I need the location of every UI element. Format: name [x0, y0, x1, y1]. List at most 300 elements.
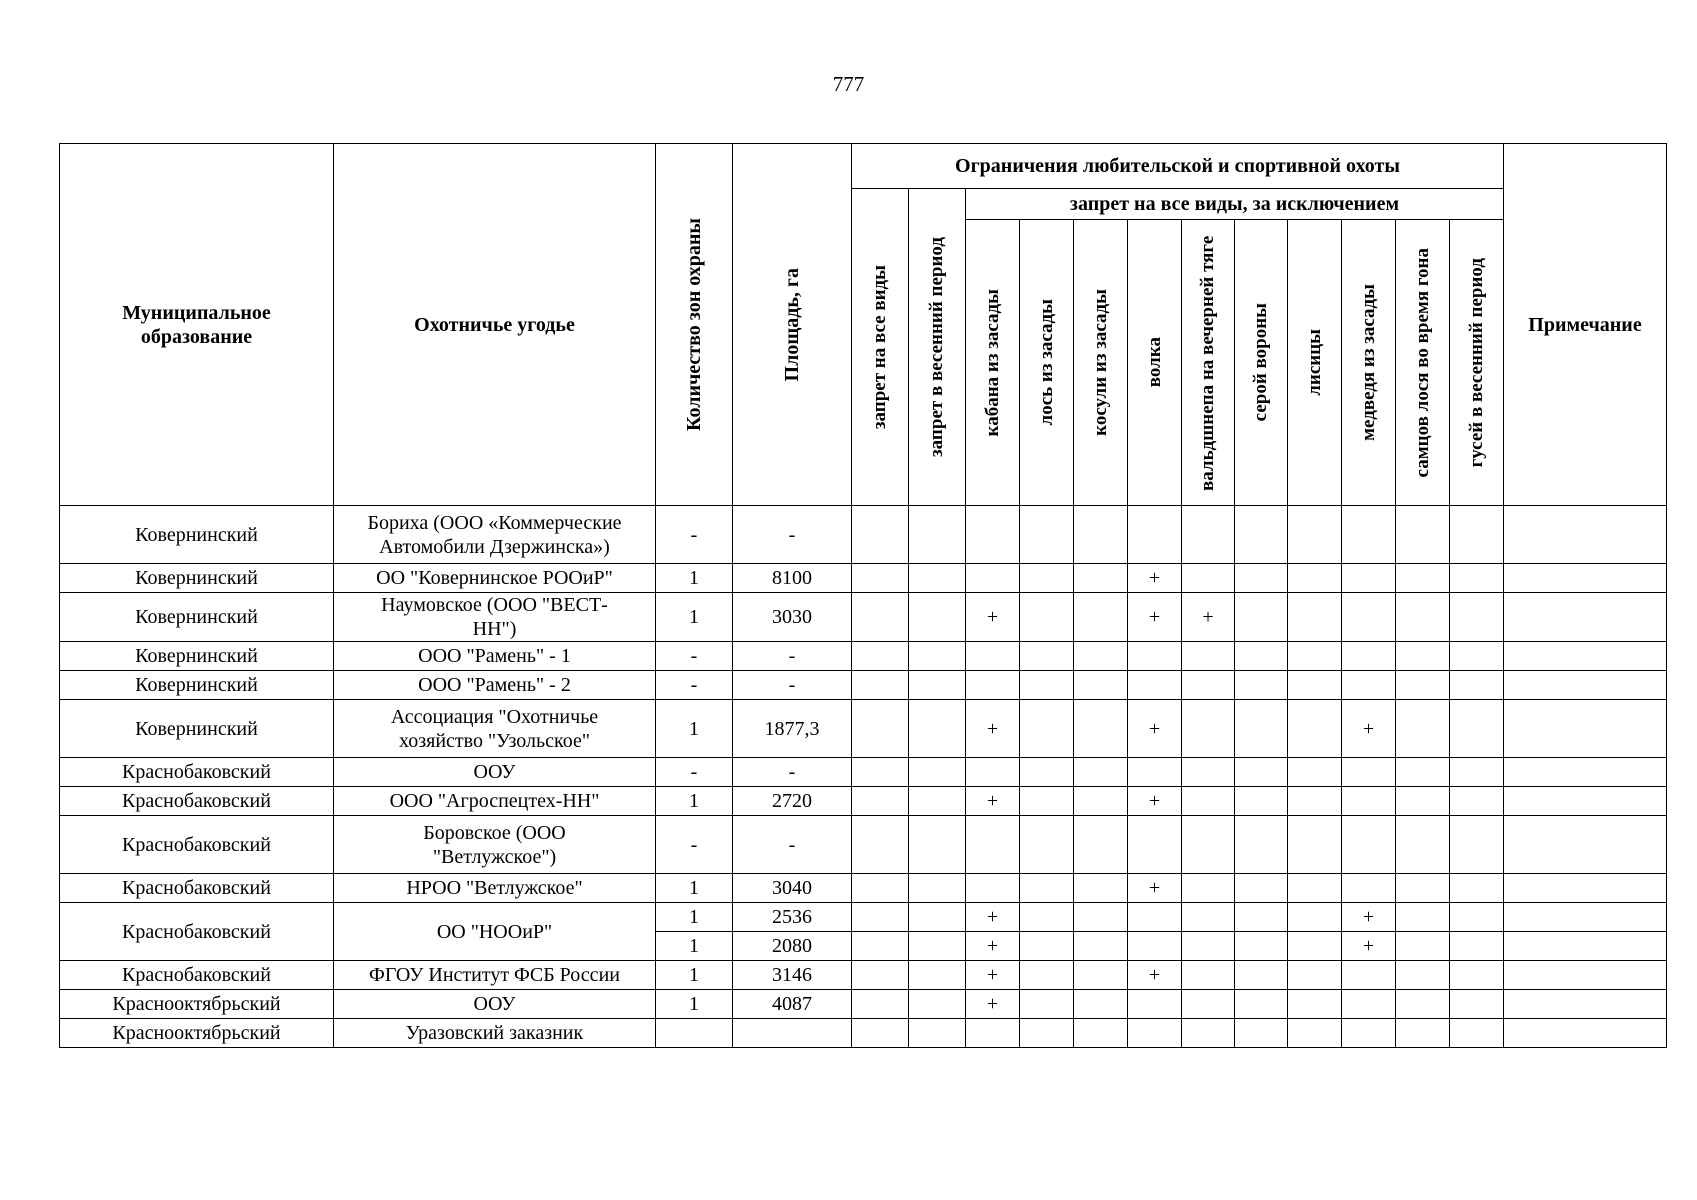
hunting-ground-cell: ООУ — [334, 758, 656, 787]
area-cell: 4087 — [733, 990, 852, 1019]
area-cell: - — [733, 671, 852, 700]
mark-cell — [1235, 787, 1288, 816]
exception-label: волка — [1143, 337, 1165, 388]
mark-cell — [852, 787, 909, 816]
mark-cell — [1396, 564, 1450, 593]
table-body — [60, 506, 1667, 1048]
table-row — [60, 903, 1667, 932]
mark-cell — [1235, 903, 1288, 932]
mark-cell — [1450, 671, 1504, 700]
mark-cell — [852, 961, 909, 990]
table-row — [60, 874, 1667, 903]
table-row — [60, 642, 1667, 671]
mark-cell — [1450, 593, 1504, 642]
mark-cell — [1020, 816, 1074, 874]
area-cell: - — [733, 506, 852, 564]
header-area-text: Площадь, га — [781, 267, 803, 382]
hunting-restrictions-table — [59, 143, 1667, 1048]
mark-cell — [1396, 961, 1450, 990]
mark-cell — [1074, 787, 1128, 816]
mark-cell — [852, 506, 909, 564]
mark-cell — [1396, 642, 1450, 671]
note-cell — [1504, 932, 1667, 961]
mark-cell — [852, 671, 909, 700]
mark-cell — [1288, 903, 1342, 932]
hunting-ground-cell: ООУ — [334, 990, 656, 1019]
mark-cell — [1235, 642, 1288, 671]
exception-label: гусей в весенний период — [1465, 257, 1487, 468]
mark-cell — [909, 642, 966, 671]
header-municipality: Муниципальное образование — [60, 144, 334, 506]
mark-cell: + — [1128, 700, 1182, 758]
mark-cell — [1288, 593, 1342, 642]
mark-cell: + — [966, 700, 1020, 758]
mark-cell — [1182, 932, 1235, 961]
mark-cell — [1396, 990, 1450, 1019]
note-cell — [1504, 903, 1667, 932]
mark-cell — [909, 593, 966, 642]
note-cell — [1504, 874, 1667, 903]
header-exception-elk — [1020, 220, 1074, 506]
mark-cell — [1235, 564, 1288, 593]
mark-cell — [1288, 671, 1342, 700]
mark-cell — [1128, 903, 1182, 932]
header-ban-all — [852, 189, 909, 506]
mark-cell — [909, 874, 966, 903]
area-cell: 1877,3 — [733, 700, 852, 758]
mark-cell — [1288, 506, 1342, 564]
header-zones-count-text: Количество зон охраны — [683, 218, 705, 431]
mark-cell: + — [1342, 700, 1396, 758]
zones-cell: 1 — [656, 961, 733, 990]
mark-cell — [1020, 990, 1074, 1019]
mark-cell — [1342, 990, 1396, 1019]
mark-cell — [1235, 593, 1288, 642]
mark-cell — [1288, 758, 1342, 787]
hunting-ground-cell: ООО "Агроспецтех-НН" — [334, 787, 656, 816]
mark-cell — [909, 671, 966, 700]
area-cell: - — [733, 642, 852, 671]
mark-cell — [1074, 961, 1128, 990]
header-hunting-ground: Охотничье угодье — [334, 144, 656, 506]
municipality-cell: Краснобаковский — [60, 903, 334, 961]
mark-cell — [852, 642, 909, 671]
zones-cell: - — [656, 758, 733, 787]
hunting-ground-cell: ООО "Рамень" - 1 — [334, 642, 656, 671]
mark-cell — [1342, 671, 1396, 700]
mark-cell — [1235, 874, 1288, 903]
mark-cell — [1396, 1019, 1450, 1048]
mark-cell — [1450, 990, 1504, 1019]
note-cell — [1504, 642, 1667, 671]
area-cell: 2080 — [733, 932, 852, 961]
mark-cell — [1020, 564, 1074, 593]
zones-cell: - — [656, 506, 733, 564]
note-cell — [1504, 816, 1667, 874]
note-cell — [1504, 990, 1667, 1019]
mark-cell — [1128, 990, 1182, 1019]
table-row — [60, 564, 1667, 593]
zones-cell: 1 — [656, 932, 733, 961]
municipality-cell: Краснобаковский — [60, 874, 334, 903]
mark-cell — [1288, 700, 1342, 758]
header-zones-count — [656, 144, 733, 506]
mark-cell — [1074, 642, 1128, 671]
note-cell — [1504, 564, 1667, 593]
zones-cell: 1 — [656, 874, 733, 903]
mark-cell — [1450, 874, 1504, 903]
mark-cell — [1396, 758, 1450, 787]
mark-cell — [1288, 816, 1342, 874]
area-cell: 3040 — [733, 874, 852, 903]
mark-cell — [909, 700, 966, 758]
mark-cell — [852, 593, 909, 642]
mark-cell — [1342, 564, 1396, 593]
mark-cell — [1450, 1019, 1504, 1048]
note-cell — [1504, 671, 1667, 700]
mark-cell — [1235, 816, 1288, 874]
mark-cell — [1020, 506, 1074, 564]
mark-cell — [909, 816, 966, 874]
header-exception-bear — [1342, 220, 1396, 506]
mark-cell — [1128, 816, 1182, 874]
mark-cell — [1396, 816, 1450, 874]
mark-cell — [966, 506, 1020, 564]
mark-cell — [1450, 642, 1504, 671]
exception-label: лось из засады — [1035, 299, 1057, 426]
mark-cell — [852, 700, 909, 758]
mark-cell — [1342, 642, 1396, 671]
table-row — [60, 758, 1667, 787]
mark-cell — [852, 758, 909, 787]
mark-cell: + — [1128, 593, 1182, 642]
mark-cell — [852, 932, 909, 961]
mark-cell — [1450, 700, 1504, 758]
mark-cell — [1128, 758, 1182, 787]
zones-cell: 1 — [656, 903, 733, 932]
table-row — [60, 671, 1667, 700]
mark-cell: + — [966, 903, 1020, 932]
mark-cell — [1128, 642, 1182, 671]
area-cell: - — [733, 758, 852, 787]
mark-cell — [1235, 758, 1288, 787]
mark-cell — [1288, 932, 1342, 961]
hunting-ground-cell: Боровское (ООО "Ветлужское") — [334, 816, 656, 874]
mark-cell: + — [1128, 564, 1182, 593]
mark-cell — [1182, 564, 1235, 593]
mark-cell — [1128, 1019, 1182, 1048]
mark-cell — [1020, 593, 1074, 642]
header-ban-spring — [909, 189, 966, 506]
table-row — [60, 816, 1667, 874]
mark-cell — [1450, 787, 1504, 816]
mark-cell: + — [1342, 932, 1396, 961]
mark-cell — [1182, 506, 1235, 564]
mark-cell — [1450, 758, 1504, 787]
mark-cell — [1074, 671, 1128, 700]
mark-cell — [1235, 700, 1288, 758]
exception-label: кабана из засады — [981, 288, 1003, 437]
area-cell: 3030 — [733, 593, 852, 642]
mark-cell — [1288, 1019, 1342, 1048]
mark-cell — [1020, 758, 1074, 787]
table-row — [60, 1019, 1667, 1048]
mark-cell — [1396, 932, 1450, 961]
municipality-cell: Ковернинский — [60, 671, 334, 700]
note-cell — [1504, 593, 1667, 642]
page-number: 777 — [832, 72, 865, 96]
hunting-ground-cell: Ассоциация "Охотничье хозяйство "Узольское" — [334, 700, 656, 758]
mark-cell — [1288, 961, 1342, 990]
hunting-ground-cell: Уразовский заказник — [334, 1019, 656, 1048]
area-cell: 3146 — [733, 961, 852, 990]
hunting-ground-cell: ООО "Рамень" - 2 — [334, 671, 656, 700]
mark-cell — [1020, 1019, 1074, 1048]
mark-cell — [1450, 903, 1504, 932]
area-cell: 2720 — [733, 787, 852, 816]
mark-cell — [909, 564, 966, 593]
mark-cell — [1128, 671, 1182, 700]
mark-cell — [1342, 787, 1396, 816]
mark-cell — [1342, 593, 1396, 642]
header-exception-elk-rut — [1396, 220, 1450, 506]
mark-cell — [1288, 990, 1342, 1019]
header-area — [733, 144, 852, 506]
zones-cell: 1 — [656, 593, 733, 642]
municipality-cell: Ковернинский — [60, 564, 334, 593]
mark-cell — [1074, 758, 1128, 787]
municipality-cell: Ковернинский — [60, 593, 334, 642]
mark-cell — [966, 642, 1020, 671]
mark-cell — [1396, 874, 1450, 903]
area-cell: 2536 — [733, 903, 852, 932]
municipality-cell: Краснобаковский — [60, 758, 334, 787]
mark-cell — [1074, 1019, 1128, 1048]
mark-cell — [966, 874, 1020, 903]
mark-cell — [1020, 932, 1074, 961]
mark-cell — [966, 671, 1020, 700]
mark-cell — [852, 816, 909, 874]
mark-cell — [1396, 787, 1450, 816]
table-row — [60, 990, 1667, 1019]
mark-cell: + — [1182, 593, 1235, 642]
mark-cell — [1182, 1019, 1235, 1048]
mark-cell — [1074, 700, 1128, 758]
mark-cell — [1182, 758, 1235, 787]
mark-cell — [1128, 506, 1182, 564]
table-row — [60, 961, 1667, 990]
mark-cell: + — [1128, 961, 1182, 990]
mark-cell — [1020, 700, 1074, 758]
table-row — [60, 700, 1667, 758]
note-cell — [1504, 758, 1667, 787]
header-ban-all-text: запрет на все виды — [869, 264, 890, 430]
mark-cell — [1128, 932, 1182, 961]
mark-cell — [966, 564, 1020, 593]
header-exception-roe — [1074, 220, 1128, 506]
mark-cell — [1074, 564, 1128, 593]
zones-cell — [656, 1019, 733, 1048]
mark-cell — [1288, 874, 1342, 903]
mark-cell — [1342, 816, 1396, 874]
hunting-ground-cell: Наумовское (ООО "ВЕСТ-НН") — [334, 593, 656, 642]
mark-cell — [1235, 1019, 1288, 1048]
mark-cell — [1074, 816, 1128, 874]
mark-cell — [1288, 787, 1342, 816]
mark-cell — [1342, 758, 1396, 787]
area-cell — [733, 1019, 852, 1048]
zones-cell: 1 — [656, 700, 733, 758]
mark-cell — [1450, 816, 1504, 874]
mark-cell — [1074, 593, 1128, 642]
mark-cell: + — [966, 990, 1020, 1019]
hunting-ground-cell: Бориха (ООО «Коммерческие Автомобили Дзержинска») — [334, 506, 656, 564]
municipality-cell: Краснобаковский — [60, 787, 334, 816]
mark-cell — [1020, 903, 1074, 932]
mark-cell: + — [1128, 874, 1182, 903]
hunting-ground-cell: ОО "Ковернинское РООиР" — [334, 564, 656, 593]
mark-cell — [1235, 671, 1288, 700]
header-exception-woodcock — [1182, 220, 1235, 506]
zones-cell: 1 — [656, 990, 733, 1019]
mark-cell — [1074, 932, 1128, 961]
mark-cell — [1342, 961, 1396, 990]
mark-cell — [1235, 506, 1288, 564]
mark-cell — [1450, 961, 1504, 990]
mark-cell — [909, 758, 966, 787]
note-cell — [1504, 961, 1667, 990]
municipality-cell: Ковернинский — [60, 506, 334, 564]
mark-cell — [1396, 903, 1450, 932]
mark-cell — [966, 1019, 1020, 1048]
municipality-cell: Краснооктябрьский — [60, 990, 334, 1019]
mark-cell — [909, 903, 966, 932]
mark-cell — [1235, 990, 1288, 1019]
header-ban-except: запрет на все виды, за исключением — [966, 189, 1504, 220]
zones-cell: - — [656, 671, 733, 700]
header-ban-spring-text: запрет в весенний период — [926, 237, 947, 457]
mark-cell — [1235, 961, 1288, 990]
municipality-cell: Краснобаковский — [60, 816, 334, 874]
mark-cell — [1074, 903, 1128, 932]
hunting-ground-cell: НРОО "Ветлужское" — [334, 874, 656, 903]
header-exception-wolf — [1128, 220, 1182, 506]
mark-cell — [909, 1019, 966, 1048]
mark-cell — [1396, 506, 1450, 564]
mark-cell — [1396, 593, 1450, 642]
mark-cell — [1074, 506, 1128, 564]
header-exception-crow — [1235, 220, 1288, 506]
mark-cell — [1074, 874, 1128, 903]
hunting-ground-cell: ФГОУ Институт ФСБ России — [334, 961, 656, 990]
header-restrictions: Ограничения любительской и спортивной охоты — [852, 144, 1504, 189]
mark-cell — [1450, 564, 1504, 593]
mark-cell — [1182, 961, 1235, 990]
mark-cell — [1020, 874, 1074, 903]
mark-cell — [1342, 874, 1396, 903]
mark-cell: + — [1128, 787, 1182, 816]
mark-cell — [1235, 932, 1288, 961]
header-exception-fox — [1288, 220, 1342, 506]
mark-cell — [909, 961, 966, 990]
exception-label: косули из засады — [1089, 289, 1111, 436]
table-row — [60, 506, 1667, 564]
mark-cell — [852, 990, 909, 1019]
mark-cell — [1288, 564, 1342, 593]
zones-cell: - — [656, 642, 733, 671]
mark-cell — [1074, 990, 1128, 1019]
exception-label: самцов лося во время гона — [1411, 247, 1433, 478]
mark-cell — [1182, 816, 1235, 874]
note-cell — [1504, 787, 1667, 816]
note-cell — [1504, 506, 1667, 564]
mark-cell — [1020, 787, 1074, 816]
mark-cell — [1450, 932, 1504, 961]
mark-cell: + — [1342, 903, 1396, 932]
mark-cell — [1182, 642, 1235, 671]
municipality-cell: Ковернинский — [60, 642, 334, 671]
mark-cell — [1020, 671, 1074, 700]
zones-cell: - — [656, 816, 733, 874]
mark-cell — [909, 990, 966, 1019]
mark-cell — [1020, 642, 1074, 671]
mark-cell — [1288, 642, 1342, 671]
mark-cell — [1342, 1019, 1396, 1048]
mark-cell — [1020, 961, 1074, 990]
mark-cell — [852, 903, 909, 932]
mark-cell — [1182, 990, 1235, 1019]
mark-cell — [966, 758, 1020, 787]
mark-cell: + — [966, 787, 1020, 816]
zones-cell: 1 — [656, 787, 733, 816]
mark-cell — [966, 816, 1020, 874]
note-cell — [1504, 1019, 1667, 1048]
mark-cell — [1342, 506, 1396, 564]
mark-cell — [1450, 506, 1504, 564]
mark-cell: + — [966, 932, 1020, 961]
header-note: Примечание — [1504, 144, 1667, 506]
municipality-cell: Краснобаковский — [60, 961, 334, 990]
mark-cell — [1396, 671, 1450, 700]
area-cell: 8100 — [733, 564, 852, 593]
mark-cell — [909, 506, 966, 564]
header-exception-geese — [1450, 220, 1504, 506]
exception-label: медведя из засады — [1357, 284, 1379, 441]
mark-cell — [852, 564, 909, 593]
municipality-cell: Ковернинский — [60, 700, 334, 758]
mark-cell — [1182, 903, 1235, 932]
note-cell — [1504, 700, 1667, 758]
exception-label: серой вороны — [1250, 303, 1271, 422]
header-exception-boar — [966, 220, 1020, 506]
mark-cell — [1182, 671, 1235, 700]
mark-cell — [909, 932, 966, 961]
exception-label: вальдшнепа на вечерней тяге — [1197, 234, 1218, 491]
zones-cell: 1 — [656, 564, 733, 593]
mark-cell — [852, 874, 909, 903]
mark-cell — [1182, 700, 1235, 758]
area-cell: - — [733, 816, 852, 874]
hunting-ground-cell: ОО "НООиР" — [334, 903, 656, 961]
mark-cell: + — [966, 593, 1020, 642]
exception-label: лисицы — [1303, 329, 1325, 396]
mark-cell: + — [966, 961, 1020, 990]
mark-cell — [1182, 874, 1235, 903]
mark-cell — [1396, 700, 1450, 758]
table-row — [60, 787, 1667, 816]
table-row — [60, 593, 1667, 642]
mark-cell — [909, 787, 966, 816]
